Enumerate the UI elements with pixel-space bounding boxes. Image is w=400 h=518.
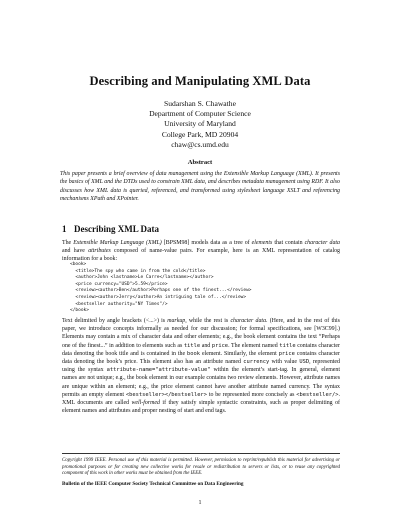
footnote-divider	[62, 453, 340, 454]
copyright-footnote: Copyright 1999 IEEE. Personal use of this material is permitted. However, permission to reprint/republish this material for advertising or promotional purposes or for creating new collective works for resale or redistribution to servers or lists, or to reuse any copyrighted component of this work in other works must be obtained from the IEEE.	[62, 458, 340, 477]
code-line: <bestseller authority="NY Times"/>	[70, 301, 168, 307]
code-term: attribute-name="attribute-value"	[106, 367, 211, 374]
term-attributes: attributes	[88, 248, 111, 255]
term-elements: elements	[251, 240, 273, 246]
text-run: , while the rest is	[185, 318, 231, 324]
text-run: , represented using the syntax	[62, 359, 340, 374]
page-number: 1	[198, 500, 202, 506]
text-run: with value	[269, 359, 300, 366]
paragraph-markup	[62, 317, 340, 415]
text-run: element. Similarly, the element	[200, 350, 279, 357]
term-well-formed: well-formed	[131, 400, 160, 407]
text-run: Text delimited by angle brackets (	[62, 318, 146, 324]
code-term: title	[183, 342, 201, 349]
term-character-data: character data	[230, 318, 267, 324]
section-heading	[62, 224, 159, 234]
text-run: that contain	[272, 240, 305, 246]
author-city: College Park, MD 20904	[161, 129, 239, 139]
paragraph-intro	[62, 239, 340, 264]
text-run: to be represented more concisely as	[207, 391, 297, 398]
code-term: USD	[299, 359, 310, 366]
text-run: ) is	[156, 318, 168, 324]
text-run: . (Here, and in the rest of this paper, we introduce concepts informally as needed for our discussion; for formal specifications, see [W3C99].) Elements may contain a mix of character data and other elements; e.g., the book element contains the text “Perhaps one of the finest...” in addition to elements such as	[62, 318, 340, 349]
author-department: Department of Computer Science	[149, 109, 251, 119]
code-line: <price currency="USD">5.59</price>	[70, 281, 168, 287]
paper-title: Describing and Manipulating XML Data	[89, 74, 311, 88]
author-block	[0, 99, 400, 150]
term-character-data: character data	[304, 240, 340, 246]
code-line: <title>The spy who came in from the cold</title>	[70, 268, 206, 274]
xml-code-listing	[70, 262, 330, 315]
abstract-heading: Abstract	[187, 159, 213, 166]
code-term: price	[278, 350, 295, 357]
section-title: Describing XML Data	[74, 224, 159, 234]
text-run: and have	[62, 248, 89, 255]
text-run: . The element named	[228, 342, 280, 349]
code-term: price	[211, 342, 229, 349]
code-line: <review><author>Jerry</author>An intriguing tale of...</review>	[70, 294, 247, 300]
text-run: if they satisfy simple syntactic constraints, such as proper delimiting of element names and attributes and proper nesting of start and end tags.	[62, 400, 340, 415]
bulletin-line: Bulletin of the IEEE Computer Society Technical Committee on Data Engineering	[62, 481, 244, 487]
text-run: . XML documents are called	[62, 391, 340, 407]
abstract-text: This paper presents a brief overview of data management using the Extensible Markup Language (XML). It presents the basics of XML and the DTDs used to constrain XML data, and describes metadata management using RDF. It also discusses how XML data is queried, referenced, and transformed using stylesheet language XSLT and referencing mechanisms XPath and XPointer.	[60, 171, 340, 203]
code-term: <bestseller/>	[296, 391, 339, 398]
author-university: University of Maryland	[164, 119, 236, 129]
author-email: chaw@cs.umd.edu	[171, 139, 229, 149]
text-run: [BPSM98] models data as a tree of	[161, 240, 252, 246]
code-line: </book>	[70, 308, 89, 314]
code-term: title	[279, 342, 296, 349]
section-number: 1	[62, 224, 67, 234]
text-run: composed of name-value pairs. For example, here is an XML representation of catalog information for a book:	[62, 248, 340, 263]
text-run: and	[200, 342, 212, 349]
text-run: contains character data denoting the book title and is contained in the	[62, 342, 341, 357]
text-run: The	[62, 240, 74, 246]
code-term: book	[187, 350, 201, 357]
term-xml: Extensible Markup Language (XML)	[73, 240, 162, 246]
code-line: <review><author>Ben</author>Perhaps one of the finest...</review>	[70, 288, 252, 294]
code-line: <author>John <lastname>Le Carre</lastname></author>	[70, 275, 214, 281]
code-term: currency	[243, 359, 270, 366]
text-run: <...>	[145, 318, 157, 324]
code-line: <book>	[70, 262, 87, 267]
text-run: within the element’s start-tag. In general, element names are not unique; e.g., the book element in our example contains two review elements. However, attribute names are unique within an element; e.g., the price element cannot have another attribute named currency. The syntax permits an empty element	[62, 367, 340, 398]
text-run: contains character data denoting the book’s price. This element also has an attribute named	[62, 350, 341, 366]
author-name: Sudarshan S. Chawathe	[164, 99, 236, 108]
code-term: <bestseller></bestseller>	[125, 391, 208, 398]
term-markup: markup	[167, 318, 186, 324]
